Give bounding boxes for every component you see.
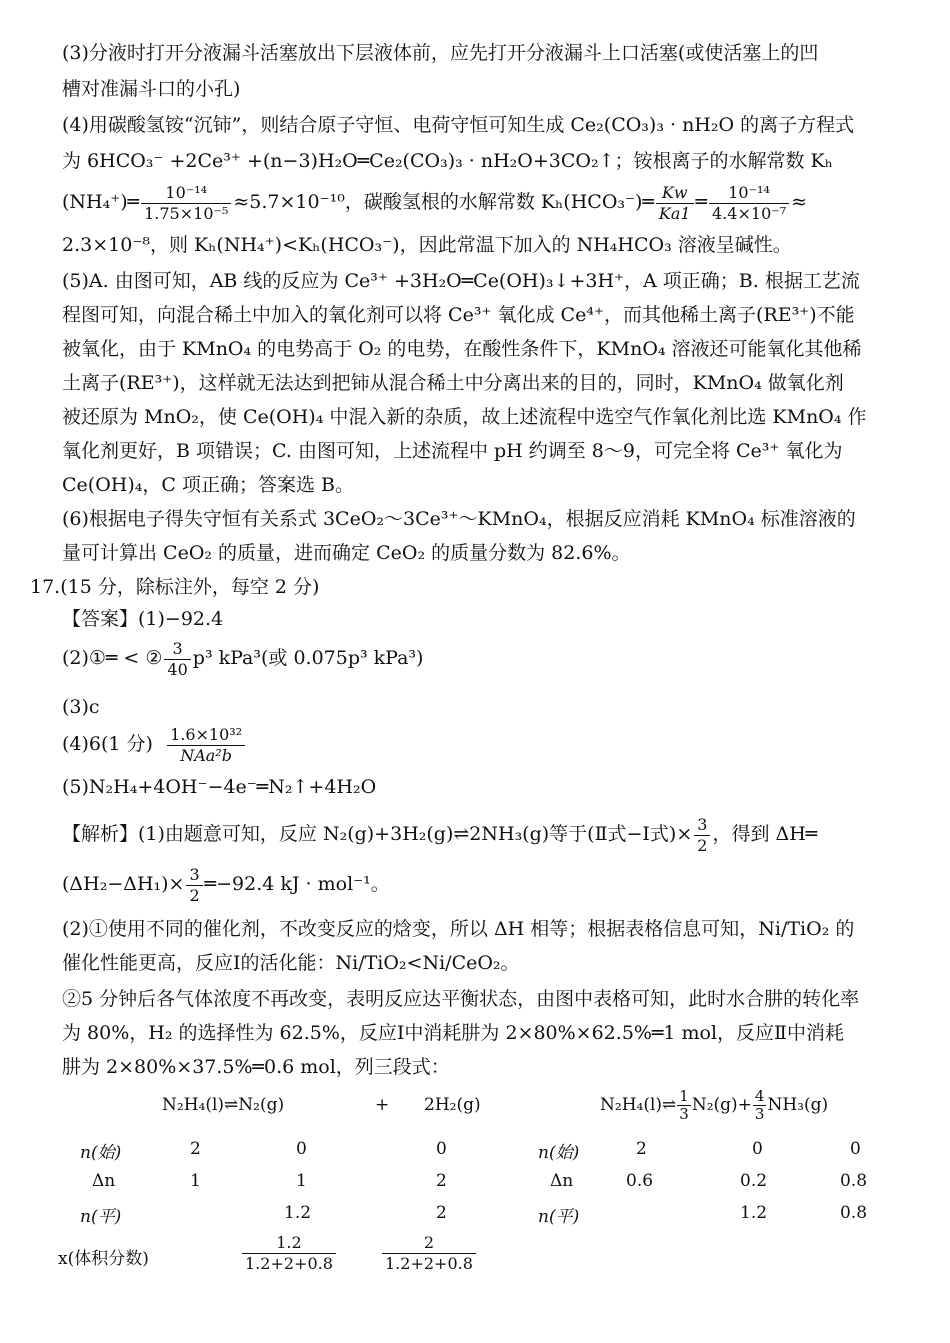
text-line: (3)分液时打开分液漏斗活塞放出下层液体前，应先打开分液漏斗上口活塞(或使活塞上的凹	[62, 42, 819, 64]
formula-line	[62, 180, 807, 224]
text-segment: NH₃(g)	[767, 1095, 829, 1115]
text-segment: 【解析】(1)由题意可知，反应 N₂(g)+3H₂(g)⇌2NH₃(g)等于(Ⅱ式−Ⅰ式)×	[62, 823, 693, 845]
fraction	[164, 639, 190, 680]
fraction	[656, 183, 694, 224]
fraction-denominator: 2	[697, 835, 708, 855]
table-cell: 1.2	[740, 1203, 768, 1223]
answer-line	[62, 636, 423, 680]
fraction	[141, 183, 231, 224]
fraction-denominator: NAa²b	[180, 745, 232, 765]
table-cell: 1.2	[284, 1203, 312, 1223]
table-cell: 0	[752, 1139, 763, 1159]
equation	[600, 1084, 828, 1126]
table-cell: 0.6	[626, 1171, 654, 1191]
text-line: 为 80%，H₂ 的选择性为 62.5%，反应Ⅰ中消耗肼为 2×80%×62.5%═1 mol，反应Ⅱ中消耗	[62, 1022, 844, 1044]
text-line: (2)①使用不同的催化剂，不改变反应的焓变，所以 ΔH 相等；根据表格信息可知，Ni/TiO₂ 的	[62, 918, 855, 940]
fraction-denominator: 2	[189, 885, 200, 905]
text-line: 槽对准漏斗口的小孔)	[62, 78, 241, 100]
table-cell: 2	[436, 1171, 447, 1191]
fraction-denominator: 1.2+2+0.8	[245, 1254, 333, 1273]
fraction-denominator: Ka1	[658, 203, 691, 223]
fraction	[709, 183, 789, 224]
table-cell: 0.8	[840, 1203, 868, 1223]
text-segment: p³ kPa³(或 0.075p³ kPa³)	[192, 647, 424, 669]
answer-line: (3)c	[62, 696, 100, 718]
row-label: n(始)	[80, 1143, 122, 1163]
text-segment: (2)①═ < ②	[62, 647, 163, 669]
row-label: n(平)	[538, 1207, 580, 1227]
text-line: 氧化剂更好，B 项错误；C. 由图可知，上述流程中 pH 约调至 8～9，可完全将 Ce³⁺ 氧化为	[62, 440, 843, 462]
text-line: 为 6HCO₃⁻ +2Ce³⁺ +(n−3)H₂O═Ce₂(CO₃)₃ · nH₂O+3CO₂↑；铵根离子的水解常数 Kₕ	[62, 150, 833, 172]
text-line: 量可计算出 CeO₂ 的质量，进而确定 CeO₂ 的质量分数为 82.6%。	[62, 542, 631, 564]
fraction-numerator: 3	[694, 815, 710, 836]
fraction-numerator: 3	[186, 865, 202, 886]
answer-line: (5)N₂H₄+4OH⁻−4e⁻═N₂↑+4H₂O	[62, 776, 377, 798]
fraction	[694, 815, 710, 856]
fraction-denominator: 3	[754, 1105, 765, 1123]
text-segment: (NH₄⁺)═	[62, 191, 140, 213]
table-cell: 1	[296, 1171, 307, 1191]
text-line: Ce(OH)₄，C 项正确；答案选 B。	[62, 474, 354, 496]
row-label: x(体积分数)	[58, 1249, 149, 1269]
text-line: (6)根据电子得失守恒有关系式 3CeO₂～3Ce³⁺～KMnO₄，根据反应消耗 KMnO₄ 标准溶液的	[62, 508, 856, 530]
text-line: 土离子(RE³⁺)，这样就无法达到把铈从混合稀土中分离出来的目的，同时，KMnO₄ 做氧化剂	[62, 372, 844, 394]
fraction-numerator: 1.6×10³²	[167, 725, 245, 746]
table-cell: 0.2	[740, 1171, 768, 1191]
text-line: 2.3×10⁻⁸，则 Kₕ(NH₄⁺)<Kₕ(HCO₃⁻)，因此常温下加入的 NH₄HCO₃ 溶液呈碱性。	[62, 234, 792, 256]
table-cell: 1	[190, 1171, 201, 1191]
equation-right: 2H₂(g)	[424, 1095, 481, 1115]
fraction-denominator: 40	[167, 659, 188, 679]
fraction-numerator: 10⁻¹⁴	[709, 183, 789, 204]
text-line: ②5 分钟后各气体浓度不再改变，表明反应达平衡状态，由图中表格可知，此时水合肼的转化率	[62, 988, 860, 1010]
answer-line: 【答案】(1)−92.4	[62, 608, 224, 630]
text-segment: ，得到 ΔH═	[712, 823, 818, 845]
fraction	[186, 865, 202, 906]
text-line: 催化性能更高，反应Ⅰ的活化能：Ni/TiO₂<Ni/CeO₂。	[62, 952, 520, 974]
answer-line	[62, 722, 247, 766]
fraction-numerator: 4	[754, 1087, 765, 1105]
table-cell: 2	[190, 1139, 201, 1159]
equation-plus: +	[375, 1095, 390, 1115]
text-line: (4)用碳酸氢铵“沉铈”，则结合原子守恒、电荷守恒可知生成 Ce₂(CO₃)₃ · nH₂O 的离子方程式	[62, 114, 855, 136]
text-line: 被还原为 MnO₂，使 Ce(OH)₄ 中混入新的杂质，故上述流程中选空气作氧化剂比选 KMnO₄ 作	[62, 406, 867, 428]
fraction-denominator: 4.4×10⁻⁷	[712, 203, 787, 223]
fraction	[753, 1088, 767, 1123]
fraction-denominator: 1.75×10⁻⁵	[144, 203, 229, 223]
fraction-denominator: 1.2+2+0.8	[385, 1254, 473, 1273]
text-segment: (4)6(1 分)	[62, 733, 153, 755]
text-line: 被氧化，由于 KMnO₄ 的电势高于 O₂ 的电势，在酸性条件下，KMnO₄ 溶液还可能氧化其他稀	[62, 338, 862, 360]
analysis-line	[62, 812, 817, 856]
text-line: 程图可知，向混合稀土中加入的氧化剂可以将 Ce³⁺ 氧化成 Ce⁴⁺，而其他稀土离子(RE³⁺)不能	[62, 304, 855, 326]
fraction	[380, 1233, 478, 1274]
fraction-numerator: 3	[164, 639, 190, 660]
row-label: Δn	[550, 1171, 574, 1191]
equation-left: N₂H₄(l)⇌N₂(g)	[162, 1095, 285, 1115]
fraction-numerator: 1	[679, 1087, 689, 1105]
text-segment: (ΔH₂−ΔH₁)×	[62, 873, 185, 895]
text-segment: ═	[695, 191, 708, 213]
text-segment: ═−92.4 kJ · mol⁻¹。	[204, 873, 390, 895]
table-cell: 0.8	[840, 1171, 868, 1191]
table-cell: 2	[436, 1203, 447, 1223]
text-segment: N₂(g)+	[691, 1095, 752, 1115]
fraction-numerator: 2	[382, 1233, 476, 1254]
row-label: Δn	[92, 1171, 116, 1191]
fraction-numerator: 1.2	[242, 1233, 336, 1254]
text-segment: N₂H₄(l)⇌	[600, 1095, 677, 1115]
fraction	[167, 725, 245, 766]
text-line: (5)A. 由图可知，AB 线的反应为 Ce³⁺ +3H₂O═Ce(OH)₃↓+3H⁺，A 项正确；B. 根据工艺流	[62, 270, 860, 292]
fraction	[240, 1233, 338, 1274]
table-cell: 0	[850, 1139, 861, 1159]
fraction	[242, 1233, 336, 1274]
table-cell: 0	[296, 1139, 307, 1159]
text-line: 肼为 2×80%×37.5%═0.6 mol，列三段式：	[62, 1056, 450, 1078]
fraction	[382, 1233, 476, 1274]
table-cell: 2	[636, 1139, 647, 1159]
row-label: n(平)	[80, 1207, 122, 1227]
fraction-numerator: 10⁻¹⁴	[141, 183, 231, 204]
table-cell: 0	[436, 1139, 447, 1159]
fraction	[677, 1088, 691, 1123]
row-label: n(始)	[538, 1143, 580, 1163]
text-segment: ≈	[791, 191, 808, 213]
analysis-line	[62, 862, 390, 906]
question-header: 17.(15 分，除标注外，每空 2 分)	[30, 576, 320, 598]
fraction-numerator: Kw	[656, 183, 694, 204]
fraction-denominator: 3	[679, 1105, 689, 1123]
text-segment: ≈5.7×10⁻¹⁰，碳酸氢根的水解常数 Kₕ(HCO₃⁻)═	[233, 191, 654, 213]
